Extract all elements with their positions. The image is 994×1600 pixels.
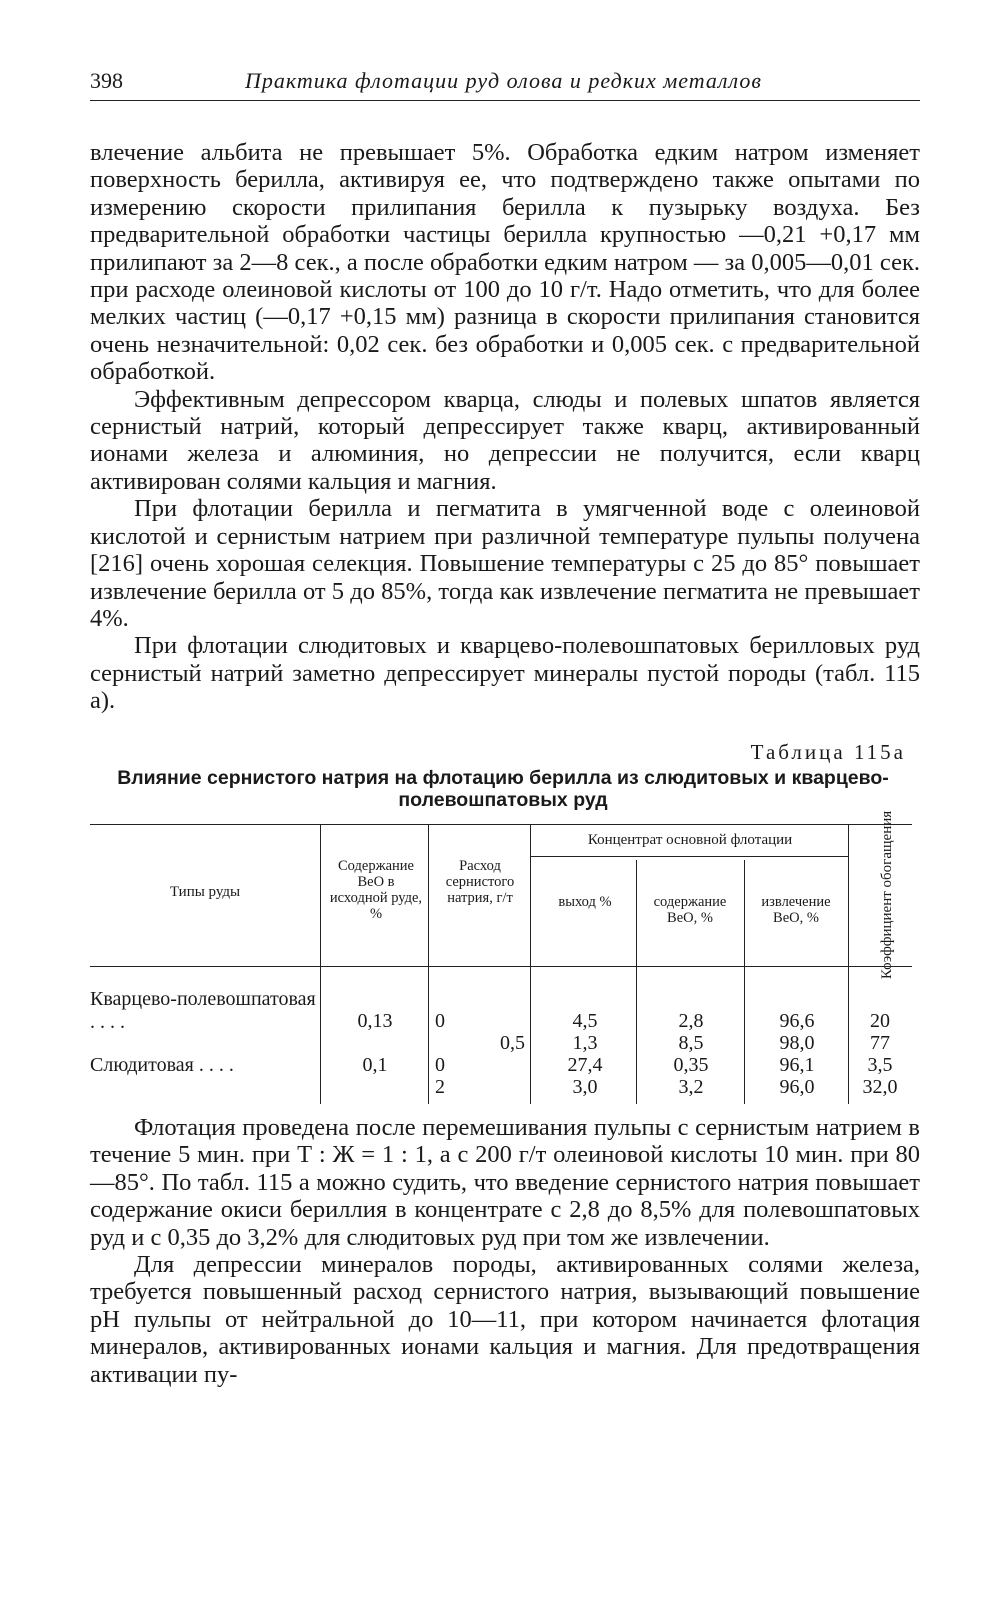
cell-beo: 0,13 [357, 1010, 393, 1032]
cell-rate: 0,5 [500, 1032, 525, 1054]
paragraph: Для депрессии минералов породы, активированных солями железа, требуется повышенный расход сернистого натрия, вызывающий повышение pH пульпы от нейтральной до 10—11, при котором начинается флотация минералов, активированных ионами кальция и магния. Для предотвращения активации пу- [90, 1251, 920, 1388]
cell-recovery: 96,6 [779, 1010, 815, 1032]
header-coefficient-label: Коэффициент обогащения [879, 810, 895, 980]
column-divider [744, 860, 745, 1104]
header-coefficient [872, 810, 902, 980]
row-label-mica: Слюдитовая . . . . [90, 1054, 234, 1076]
column-divider [848, 824, 849, 1104]
column-divider [428, 824, 429, 1104]
paragraph: Эффективным депрессором кварца, слюды и полевых шпатов является сернистый натрий, который депрессирует также кварц, активированный ионами железа и алюминия, но депрессии не получится, если кварц активирован солями кальция и магния. [90, 385, 920, 495]
group-header-rule [530, 856, 848, 857]
header-content: содержание ВеО, % [653, 894, 727, 926]
cell-content: 3,2 [678, 1076, 704, 1098]
header-beo-content: Содержание ВеО в исходной руде, % [329, 858, 423, 922]
cell-recovery: 96,1 [779, 1054, 815, 1076]
paragraph: При флотации берилла и пегматита в умягченной воде с олеиновой кислотой и сернистым натрием при различной температуре пульпы получена [216] очень хорошая селекция. Повышение температуры с 25 до 85° повышает извлечение берилла от 5 до 85%, тогда как извлечение пегматита не превышает 4%. [90, 495, 920, 632]
cell-content: 0,35 [673, 1054, 709, 1076]
page-header [90, 66, 920, 101]
column-divider [636, 860, 637, 1104]
paragraph-continuation: влечение альбита не превышает 5%. Обработка едким натром изменяет поверхность берилла, активируя ее, что подтверждено также опытами по измерению скорости прилипания берилла к пузырьку воздуха. Без предварительной обработки частицы берилла крупностью —0,21 +0,17 мм прилипают за 2—8 сек., а после обработки едким натром — за 0,005—0,01 сек. при расходе олеиновой кислоты от 100 до 10 г/т. Надо отметить, что для более мелких частиц (—0,17 +0,15 мм) разница в скорости прилипания становится очень незначительной: 0,02 сек. без обработки и 0,005 сек. с предварительной обработкой. [90, 139, 920, 386]
cell-yield: 1,3 [572, 1032, 598, 1054]
header-bottom-rule [90, 966, 912, 967]
cell-rate: 0 [435, 1054, 445, 1076]
table-top-rule [90, 824, 912, 825]
cell-rate: 2 [435, 1076, 445, 1098]
paragraph: При флотации слюдитовых и кварцево-полевошпатовых берилловых руд сернистый натрий заметно депрессирует минералы пустой породы (табл. 115 а). [90, 632, 920, 715]
cell-coef: 32,0 [862, 1076, 898, 1098]
table-number: Таблица 115а [750, 740, 906, 764]
data-table [90, 810, 912, 1104]
header-ore-type: Типы руды [169, 884, 241, 900]
running-title: Практика флотации руд олова и редких металлов [245, 68, 762, 93]
cell-recovery: 98,0 [779, 1032, 815, 1054]
table-title: Влияние сернистого натрия на флотацию берилла из слюдитовых и кварцево-полевошпатовых руд [117, 767, 889, 811]
cell-content: 2,8 [678, 1010, 704, 1032]
cell-coef: 77 [870, 1032, 890, 1054]
cell-rate: 0 [435, 1010, 445, 1032]
cell-content: 8,5 [678, 1032, 704, 1054]
cell-yield: 4,5 [572, 1010, 598, 1032]
cell-coef: 3,5 [867, 1054, 893, 1076]
header-recovery: извлечение ВеО, % [761, 894, 831, 926]
paragraph: Флотация проведена после перемешивания пульпы с сернистым натрием в течение 5 мин. при Т : Ж = 1 : 1, а с 200 г/т олеиновой кислоты 10 мин. при 80—85°. По табл. 115 а можно судить, что введение сернистого натрия повышает содержание окиси бериллия в концентрате с 2,8 до 8,5% для полевошпатовых руд и с 0,35 до 3,2% для слюдитовых руд при том же извлечении. [90, 1114, 920, 1251]
cell-yield: 27,4 [567, 1054, 603, 1076]
body-text-top [90, 139, 920, 715]
header-yield: выход % [558, 894, 612, 910]
body-text-bottom [90, 1114, 920, 1388]
column-divider [530, 824, 531, 1104]
header-na2s-rate: Расход сернистого натрия, г/т [445, 858, 515, 906]
cell-beo: 0,1 [362, 1054, 388, 1076]
header-concentrate-group: Концентрат основной флотации [587, 832, 793, 848]
cell-recovery: 96,0 [779, 1076, 815, 1098]
cell-coef: 20 [870, 1010, 890, 1032]
page-number: 398 [90, 68, 123, 93]
row-label-quartz-feldspar: Кварцево-полевошпатовая . . . . [90, 988, 316, 1033]
column-divider [320, 824, 321, 1104]
cell-yield: 3,0 [572, 1076, 598, 1098]
